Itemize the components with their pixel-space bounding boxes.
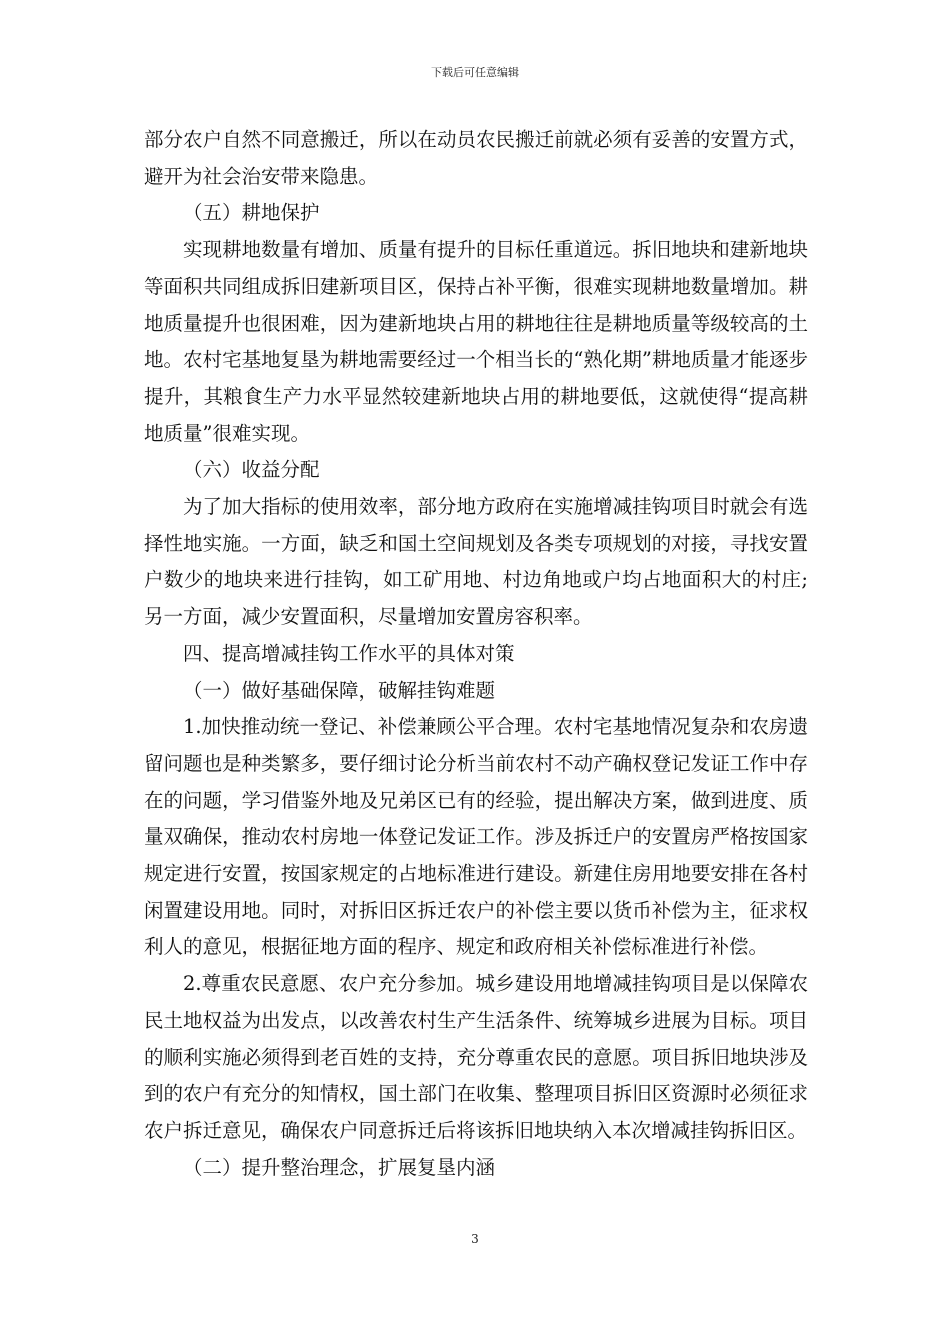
paragraph-revenue: 为了加大指标的使用效率，部分地方政府在实施增减挂钩项目时就会有选择性地实施。一方面，缺乏和国土空间规划及各类专项规划的对接，寻找安置户数少的地块来进行挂钩，如工矿用地、村边角地或户均占地面积大的村庄;另一方面，减少安置面积，尽量增加安置房容积率。: [144, 495, 808, 629]
paragraph-farmer-wishes: 2.尊重农民意愿、农户充分参加。城乡建设用地增减挂钩项目是以保障农民土地权益为出发点，以改善农村生产生活条件、统筹城乡进展为目标。项目的顺利实施必须得到老百姓的支持，充分尊重农民的意愿。项目拆旧地块涉及到的农户有充分的知情权，国土部门在收集、整理项目拆旧区资源时必须征求农户拆迁意见，确保农户同意拆迁后将该拆旧地块纳入本次增减挂钩拆旧区。: [144, 972, 808, 1142]
paragraph-registration: 1.加快推动统一登记、补偿兼顾公平合理。农村宅基地情况复杂和农房遗留问题也是种类繁多，要仔细讨论分析当前农村不动产确权登记发证工作中存在的问题，学习借鉴外地及兄弟区已有的经验，提出解决方案，做到进度、质量双确保，推动农村房地一体登记发证工作。涉及拆迁户的安置房严格按国家规定进行安置，按国家规定的占地标准进行建设。新建住房用地要安排在各村闲置建设用地。同时，对拆旧区拆迁农户的补偿主要以货币补偿为主，征求权利人的意见，根据征地方面的程序、规定和政府相关补偿标准进行补偿。: [144, 715, 808, 959]
subheading-revenue-distribution: （六）收益分配: [183, 458, 320, 482]
page-number: 3: [471, 1232, 479, 1246]
page-header: 下载后可任意编辑: [431, 66, 519, 79]
subheading-basic-guarantee: （一）做好基础保障，破解挂钩难题: [183, 678, 496, 702]
paragraph-farmland: 实现耕地数量有增加、质量有提升的目标任重道远。拆旧地块和建新地块等面积共同组成拆旧建新项目区，保持占补平衡，很难实现耕地数量增加。耕地质量提升也很困难，因为建新地块占用的耕地往往是耕地质量等级较高的土地。农村宅基地复垦为耕地需要经过一个相当长的“熟化期”耕地质量才能逐步提升，其粮食生产力水平显然较建新地块占用的耕地要低，这就使得“提高耕地质量”很难实现。: [144, 238, 808, 445]
section-heading-countermeasures: 四、提高增减挂钩工作水平的具体对策: [183, 641, 515, 665]
subheading-remediation-concept: （二）提升整治理念，扩展复垦内涵: [183, 1155, 496, 1179]
document-body: [144, 122, 808, 1186]
subheading-farmland-protection: （五）耕地保护: [183, 201, 320, 225]
paragraph-continuation: 部分农户自然不同意搬迁，所以在动员农民搬迁前就必须有妥善的安置方式，避开为社会治安带来隐患。: [144, 128, 808, 188]
